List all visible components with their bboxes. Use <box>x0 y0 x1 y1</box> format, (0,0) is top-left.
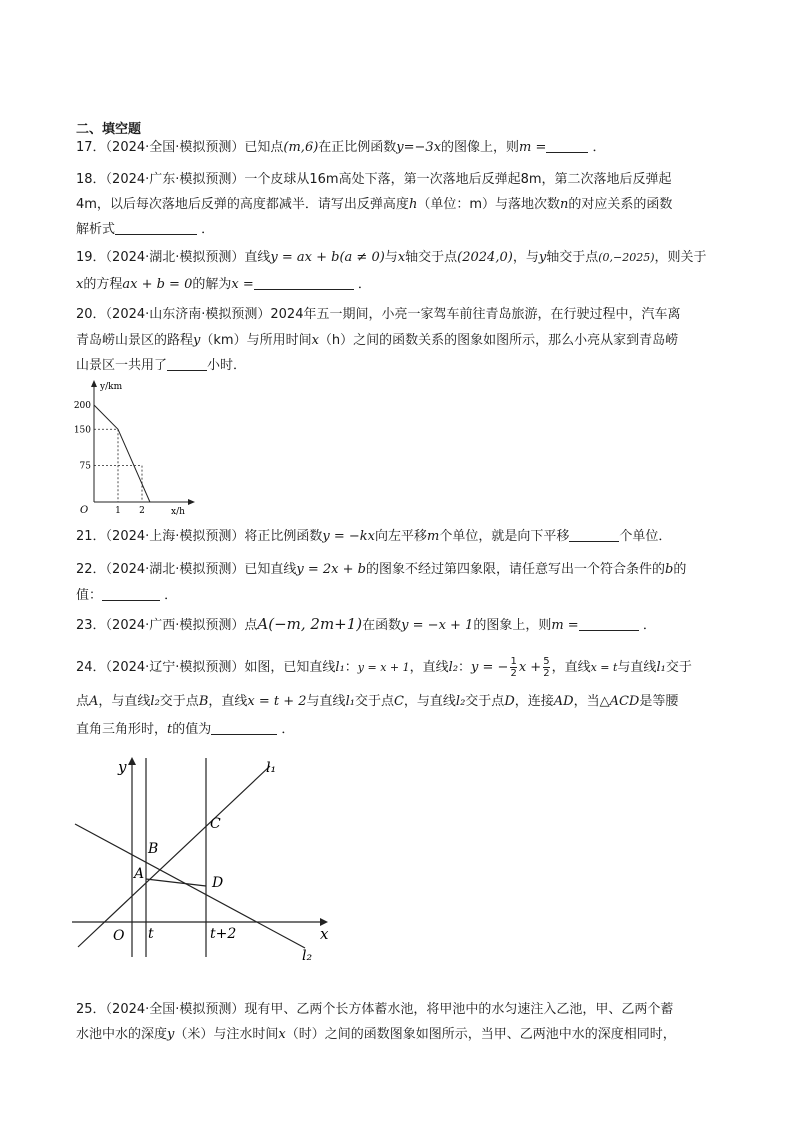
q24-label-l2: l₂ <box>302 948 313 964</box>
q17-text: 17．（2024·全国·模拟预测）已知点 <box>76 140 284 155</box>
q24-label-D: D <box>212 875 224 891</box>
question-22-line1 <box>76 560 686 580</box>
question-25-line1: 25．（2024·全国·模拟预测）现有甲、乙两个长方体蓄水池，将甲池中的水匀速注入乙池，甲、乙两个蓄 <box>76 1002 674 1017</box>
question-20-line3 <box>76 356 246 376</box>
q24-l2-c: l₂ <box>455 694 466 709</box>
q24-l1-eq: y = x + 1 <box>357 661 410 674</box>
q23-function: y = −x + 1 <box>401 618 474 633</box>
q24-text-2: ，直线 <box>409 660 449 675</box>
q24-line-l2 <box>75 824 305 948</box>
q18-text-3: 的对应关系的函数 <box>568 197 673 212</box>
q24-text-7: ，与直线 <box>98 694 151 709</box>
question-19-line2 <box>76 275 371 295</box>
q23-text-3: 的图象上，则 <box>473 618 552 633</box>
q25-text: 水池中水的深度 <box>76 1027 168 1042</box>
question-23 <box>76 614 656 636</box>
q21-function: y = −kx <box>322 529 376 544</box>
q24-l1-c: l₁ <box>345 694 355 709</box>
q24-l1: l₁ <box>335 660 345 675</box>
q18-end: ． <box>201 222 215 237</box>
q24-label-t2: t+2 <box>210 926 237 942</box>
q24-B: B <box>198 694 209 709</box>
q22-text: 22．（2024·湖北·模拟预测）已知直线 <box>76 562 297 577</box>
q24-l2-eq-a: y = − <box>471 660 509 675</box>
q20-origin: O <box>80 505 89 516</box>
q19-text: 19．（2024·湖北·模拟预测）直线 <box>76 250 271 265</box>
q20-graph <box>70 378 200 518</box>
q22-text-3: 的 <box>673 562 687 577</box>
q24-text-10: 与直线 <box>306 694 346 709</box>
q24-label-l1: l₁ <box>266 760 277 776</box>
q19-text-8: 的解为 <box>192 277 232 292</box>
q20-ytick-label: 150 <box>73 425 91 436</box>
q19-text-4: ，与 <box>512 250 539 265</box>
q24-colon-2: ： <box>458 660 472 675</box>
q17-function: y=−3x <box>396 140 442 155</box>
q17-text-2: 在正比例函数 <box>318 140 397 155</box>
q18-answer-blank[interactable] <box>115 220 197 235</box>
q24-frac-1-den: 2 <box>510 668 517 679</box>
q19-x-eq: x = <box>231 277 254 292</box>
q25-text-2: （米）与注水时间 <box>174 1027 279 1042</box>
q24-label-C: C <box>210 816 221 832</box>
q25-text-3: （时）之间的函数图象如图所示，当甲、乙两池中水的深度相同时， <box>285 1027 676 1042</box>
q22-end: ． <box>164 588 178 603</box>
question-18-line2 <box>76 195 672 215</box>
q24-text-17: 直角三角形时， <box>76 722 168 737</box>
q24-D: D <box>504 694 515 709</box>
q24-text-14: ，连接 <box>514 694 554 709</box>
q20-x-label: x/h <box>171 507 185 517</box>
question-18-line3 <box>76 220 214 240</box>
q24-text-13: 交于点 <box>465 694 505 709</box>
q24-triangle: △ACD <box>599 694 640 709</box>
q20-x: x <box>311 333 319 348</box>
q24-end: ． <box>281 722 295 737</box>
q24-text-12: ，与直线 <box>403 694 456 709</box>
q20-xtick-label: 1 <box>115 506 121 516</box>
q20-text-3: （h）之间的函数关系的图象如图所示，那么小亮从家到青岛崂 <box>318 333 679 348</box>
q20-ytick-label: 75 <box>79 461 91 472</box>
q24-label-B: B <box>148 841 159 857</box>
q19-text-5: 轴交于点 <box>546 250 599 265</box>
q17-answer-blank[interactable] <box>546 138 588 153</box>
q24-text-16: 是等腰 <box>639 694 679 709</box>
q19-y: y <box>538 250 547 265</box>
question-20-line2 <box>76 331 678 351</box>
q20-text-5: 小时． <box>207 358 247 373</box>
q19-line-eq: y = ax + b(a ≠ 0) <box>270 250 385 265</box>
question-18-line1: 18．（2024·广东·模拟预测）一个皮球从16m高处下落，第一次落地后反弹起8m，第二次落地后反弹起 <box>76 172 672 187</box>
q20-y-label: y/km <box>100 382 123 392</box>
q19-x: x <box>397 250 406 265</box>
q19-x-2: x <box>76 277 84 292</box>
question-24-line3 <box>76 720 294 740</box>
q19-point-2: (0,−2025) <box>598 251 655 264</box>
q19-answer-blank[interactable] <box>254 275 354 290</box>
q20-x-arrow <box>188 499 195 505</box>
q23-text: 23．（2024·广西·模拟预测）点 <box>76 618 258 633</box>
q24-text-18: 的值为 <box>172 722 212 737</box>
q18-text: 4m，以后每次落地后反弹的高度都减半．请写出反弹高度 <box>76 197 409 212</box>
q24-label-y: y <box>118 758 127 776</box>
q24-line-l1 <box>78 766 270 947</box>
q21-m: m <box>427 529 440 544</box>
q24-frac-2-den: 2 <box>543 668 550 679</box>
q24-text-6: 点 <box>76 694 90 709</box>
q24-label-O: O <box>113 928 125 944</box>
q24-frac-2-num: 5 <box>543 656 550 667</box>
section-title: 二、填空题 <box>76 122 142 137</box>
q23-text-2: 在函数 <box>362 618 402 633</box>
q23-m: m = <box>551 618 579 633</box>
q24-segment-AD <box>146 879 206 886</box>
q18-n: n <box>559 197 569 212</box>
q20-ytick-label: 200 <box>73 401 91 411</box>
q19-equation: ax + b = 0 <box>122 277 193 292</box>
question-24-line2 <box>76 692 678 712</box>
q22-value-label: 值： <box>76 588 103 603</box>
q20-text-2: （km）与所用时间 <box>200 333 312 348</box>
q20-text: 青岛崂山景区的路程 <box>76 333 194 348</box>
q23-answer-blank[interactable] <box>579 616 639 631</box>
question-21 <box>76 527 671 547</box>
q20-y: y <box>193 333 201 348</box>
q22-text-2: 的图象不经过第四象限，请任意写出一个符合条件的 <box>366 562 666 577</box>
q18-text-2: （单位：m）与落地次数 <box>417 197 560 212</box>
q21-answer-blank[interactable] <box>569 527 619 542</box>
q24-frac-1-num: 1 <box>510 656 517 667</box>
q24-text-8: 交于点 <box>159 694 199 709</box>
q24-l1-b: l₁ <box>656 660 666 675</box>
q24-t: t <box>167 722 173 737</box>
q24-text-11: 交于点 <box>354 694 394 709</box>
q24-label-t: t <box>148 926 154 942</box>
q24-x-t: x = t <box>590 661 618 674</box>
q24-frac-1 <box>510 656 516 679</box>
q22-b: b <box>665 562 674 577</box>
q19-text-2: 与 <box>384 250 398 265</box>
q21-text-2: 向左平移 <box>375 529 428 544</box>
q18-text-4: 解析式 <box>76 222 116 237</box>
q19-point-1: (2024,0) <box>457 250 513 265</box>
q20-series-line <box>94 405 150 502</box>
q24-l2-eq-b: x + <box>518 660 542 675</box>
q24-label-A: A <box>134 866 145 882</box>
q24-answer-blank[interactable] <box>211 720 277 735</box>
q22-answer-blank[interactable] <box>102 586 160 601</box>
q24-text-9: ，直线 <box>208 694 248 709</box>
q24-colon: ： <box>344 660 358 675</box>
q20-xtick-label: 2 <box>139 506 145 516</box>
q24-l2: l₂ <box>448 660 459 675</box>
q24-frac-2 <box>543 656 549 679</box>
q17-end: ． <box>592 140 606 155</box>
q24-C: C <box>393 694 404 709</box>
q17-m: m = <box>519 140 547 155</box>
q24-x-t2: x = t + 2 <box>247 694 307 709</box>
q24-text: 24．（2024·辽宁·模拟预测）如图，已知直线 <box>76 660 336 675</box>
q21-end: 个单位． <box>619 529 672 544</box>
q24-graph <box>70 752 340 970</box>
q24-y-arrow <box>128 757 136 765</box>
q24-text-4: 与直线 <box>617 660 657 675</box>
q17-point: (m,6) <box>283 140 319 155</box>
q19-text-7: 的方程 <box>83 277 123 292</box>
q24-text-15: ，当 <box>573 694 600 709</box>
question-25-line2 <box>76 1025 676 1045</box>
q20-text-4: 山景区一共用了 <box>76 358 168 373</box>
q23-point: A(−m, 2m+1) <box>257 615 363 633</box>
q24-A: A <box>89 694 99 709</box>
question-19-line1 <box>76 248 707 268</box>
q20-y-arrow <box>91 380 97 387</box>
q25-x: x <box>278 1027 286 1042</box>
q18-h: h <box>408 197 418 212</box>
q22-function: y = 2x + b <box>296 562 366 577</box>
q25-y: y <box>167 1027 175 1042</box>
q24-l2-b: l₂ <box>150 694 160 709</box>
q24-text-3: ，直线 <box>551 660 591 675</box>
q24-AD: AD <box>553 694 574 709</box>
q20-answer-blank[interactable] <box>167 356 207 371</box>
q24-label-x: x <box>320 925 329 943</box>
question-24-line1 <box>76 656 692 679</box>
q17-text-3: 的图像上，则 <box>441 140 520 155</box>
q21-text: 21．（2024·上海·模拟预测）将正比例函数 <box>76 529 323 544</box>
q19-end: ． <box>357 277 371 292</box>
question-17 <box>76 138 606 158</box>
q21-text-3: 个单位，就是向下平移 <box>439 529 570 544</box>
question-20-line1: 20．（2024·山东济南·模拟预测）2024年五一期间，小亮一家驾车前往青岛旅游，在行驶过程中，汽车离 <box>76 307 681 322</box>
question-22-line2 <box>76 586 177 606</box>
q23-end: ． <box>642 618 656 633</box>
q24-text-5: 交于 <box>665 660 692 675</box>
q19-text-3: 轴交于点 <box>405 250 458 265</box>
q19-text-6: ，则关于 <box>654 250 707 265</box>
